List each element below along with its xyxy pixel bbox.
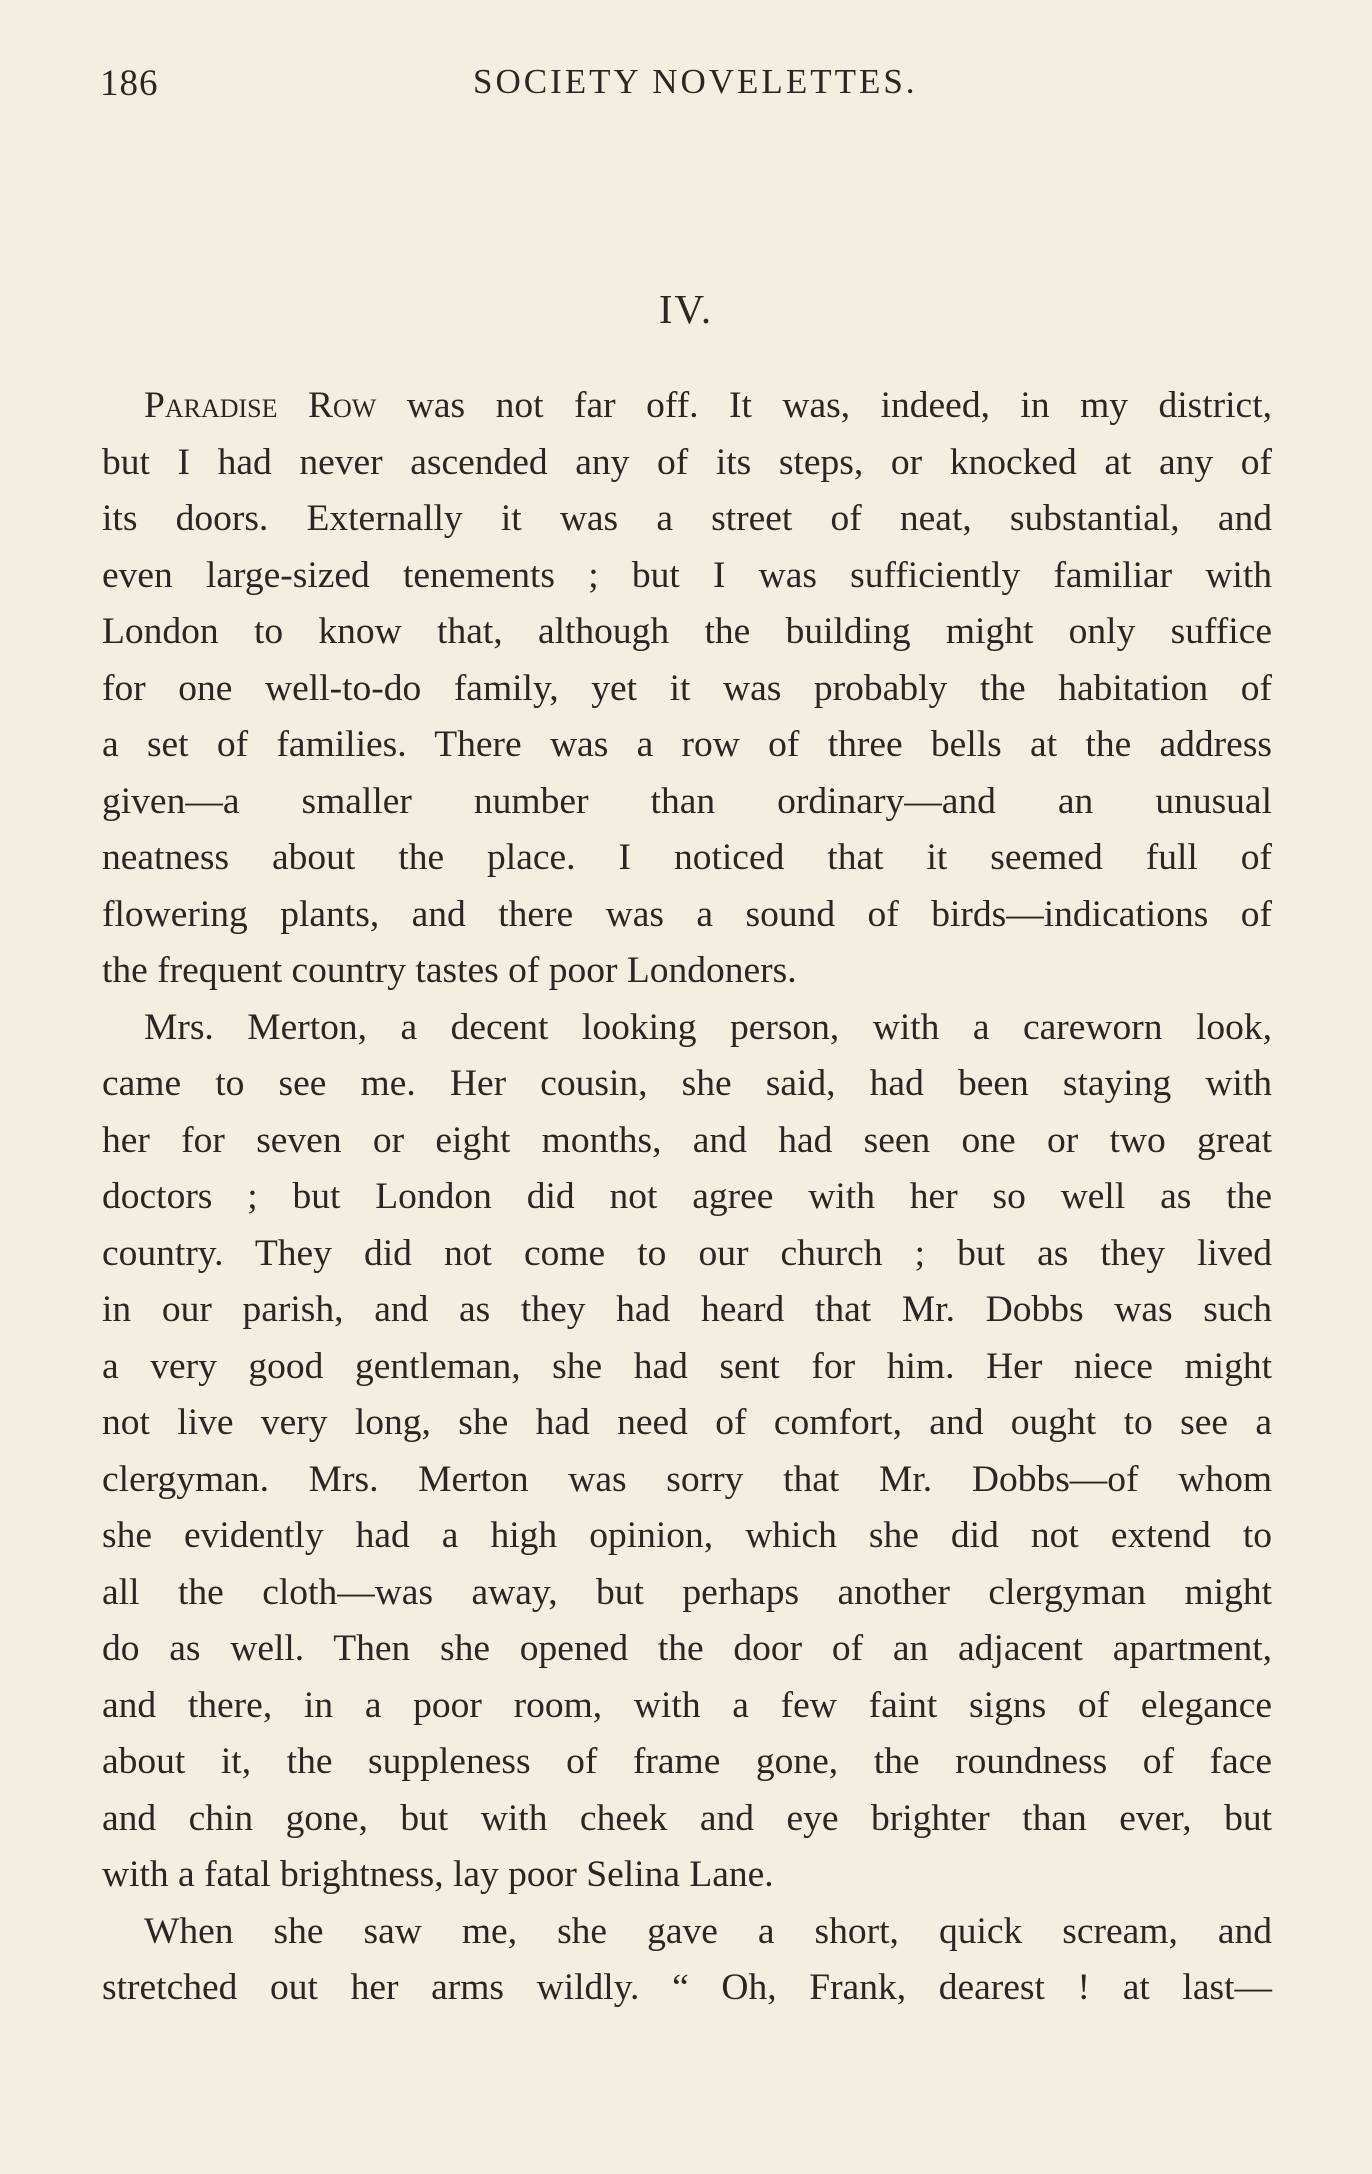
- text-line: London to know that, although the building might only suffice: [102, 611, 1272, 652]
- text-line: a very good gentleman, she had sent for him. Her niece might: [102, 1345, 1272, 1387]
- text-line: with a fatal brightness, lay poor Selina Lane.: [102, 1854, 774, 1895]
- text-line: about it, the suppleness of frame gone, the roundness of face: [102, 1741, 1272, 1782]
- text-line: doctors ; but London did not agree with her so well as the: [102, 1176, 1272, 1217]
- text-line: Paradise Row was not far off. It was, indeed, in my district,: [144, 385, 1272, 426]
- text-line: but I had never ascended any of its steps, or knocked at any of: [102, 441, 1272, 483]
- body-text: [102, 378, 1272, 2017]
- text-line: and chin gone, but with cheek and eye brighter than ever, but: [102, 1797, 1272, 1839]
- text-line: do as well. Then she opened the door of an adjacent apartment,: [102, 1628, 1272, 1669]
- text-line: stretched out her arms wildly. “ Oh, Frank, dearest ! at last—: [102, 1967, 1272, 2008]
- text-line: country. They did not come to our church ; but as they lived: [102, 1232, 1272, 1274]
- text-line: came to see me. Her cousin, she said, had been staying with: [102, 1063, 1272, 1104]
- text-line: Mrs. Merton, a decent looking person, with a careworn look,: [144, 1006, 1272, 1048]
- text-line: and there, in a poor room, with a few faint signs of elegance: [102, 1684, 1272, 1726]
- running-title: SOCIETY NOVELETTES.: [473, 62, 918, 101]
- text-line: its doors. Externally it was a street of neat, substantial, and: [102, 498, 1272, 539]
- text-line: in our parish, and as they had heard that Mr. Dobbs was such: [102, 1289, 1272, 1330]
- text-line: When she saw me, she gave a short, quick scream, and: [144, 1910, 1272, 1952]
- text-line: a set of families. There was a row of three bells at the address: [102, 724, 1272, 765]
- text-line: given—a smaller number than ordinary—and an unusual: [102, 780, 1272, 822]
- opening-small-caps: Paradise Row: [144, 385, 377, 426]
- text-line: her for seven or eight months, and had seen one or two great: [102, 1119, 1272, 1161]
- text-line: neatness about the place. I noticed that it seemed full of: [102, 837, 1272, 878]
- page-number: 186: [100, 63, 159, 104]
- text-line: the frequent country tastes of poor Londoners.: [102, 950, 797, 991]
- text-line: not live very long, she had need of comfort, and ought to see a: [102, 1402, 1272, 1443]
- text-line: flowering plants, and there was a sound of birds—indications of: [102, 893, 1272, 935]
- text-line: she evidently had a high opinion, which she did not extend to: [102, 1515, 1272, 1556]
- chapter-heading: IV.: [658, 286, 714, 332]
- text-line: for one well-to-do family, yet it was probably the habitation of: [102, 667, 1272, 709]
- text-line: clergyman. Mrs. Merton was sorry that Mr. Dobbs—of whom: [102, 1458, 1272, 1500]
- text-line: all the cloth—was away, but perhaps another clergyman might: [102, 1571, 1272, 1613]
- running-head: [100, 62, 1275, 112]
- text-line: even large-sized tenements ; but I was sufficiently familiar with: [102, 554, 1272, 596]
